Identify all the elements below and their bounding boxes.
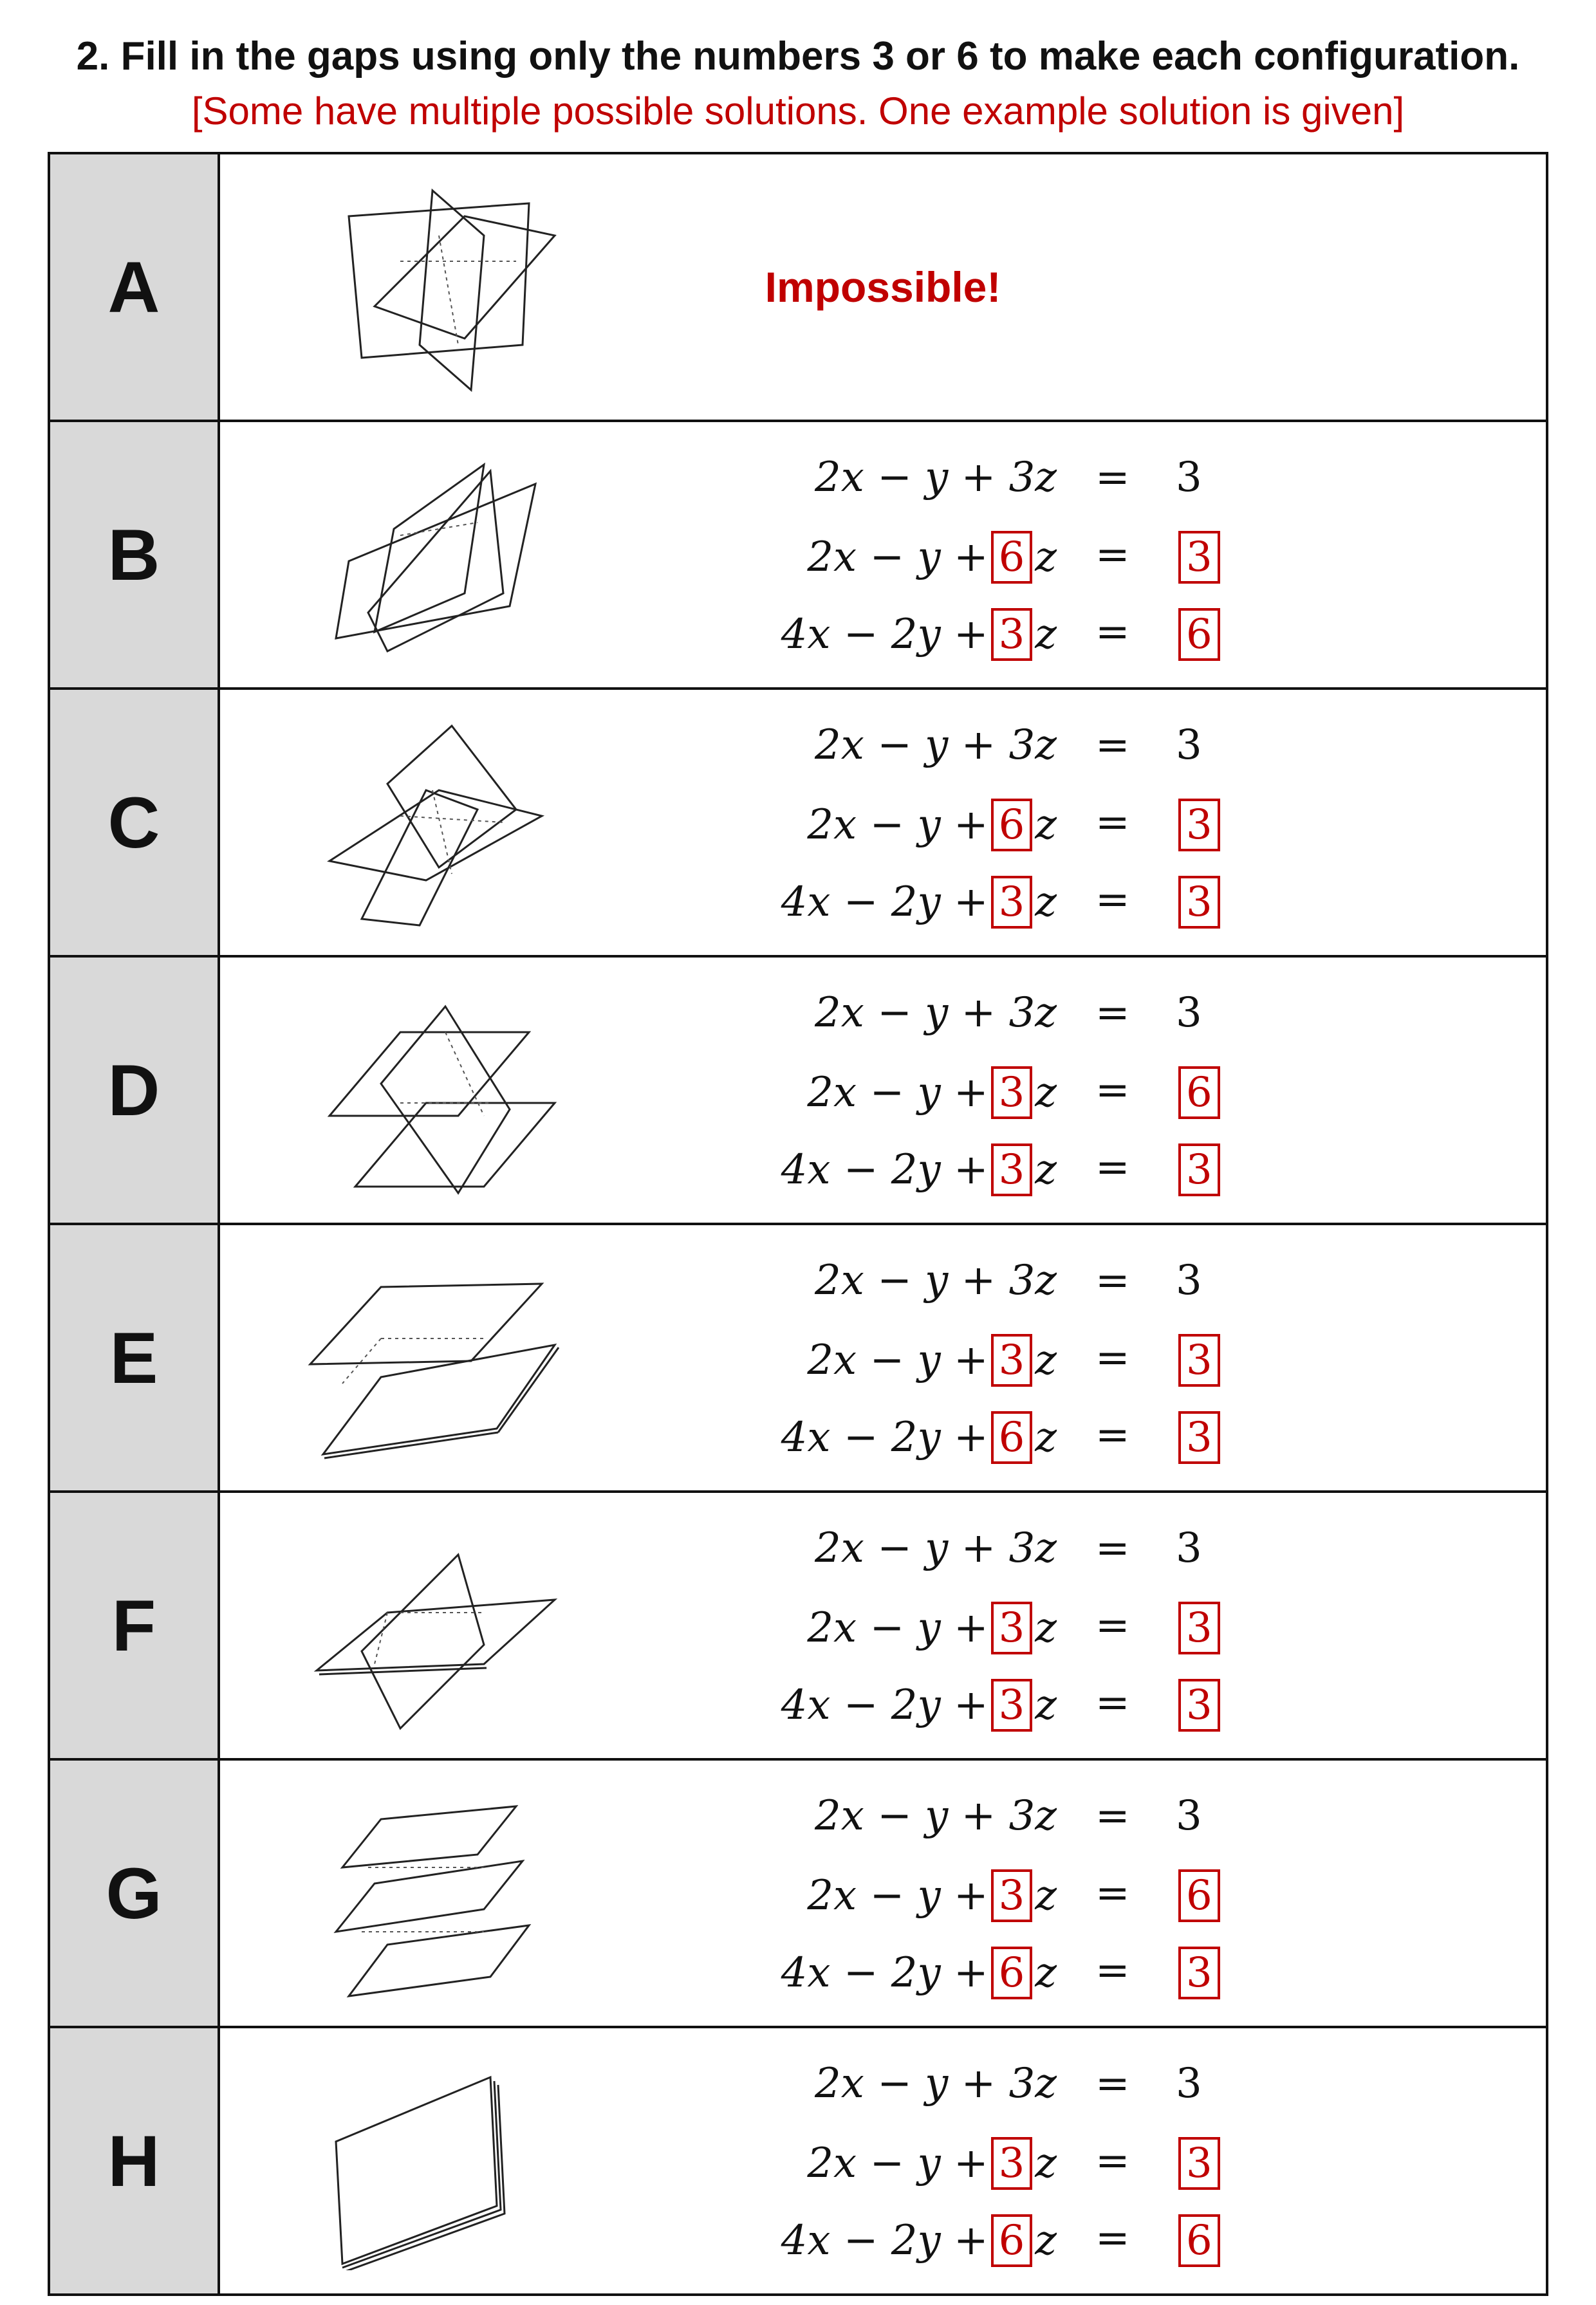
equation-3 bbox=[220, 1134, 1546, 1205]
equation-lhs-part: 4x − 2y + bbox=[781, 1146, 988, 1194]
answer-box: 6 bbox=[1178, 1869, 1220, 1922]
answer-box: 6 bbox=[1178, 608, 1220, 661]
equals-sign: = bbox=[1095, 1602, 1130, 1649]
equation-lhs-part: 4x − 2y + bbox=[781, 1414, 988, 1461]
equation-variable: z bbox=[1035, 2217, 1057, 2264]
answer-box: 6 bbox=[991, 799, 1033, 851]
equation-rhs: 3 bbox=[1176, 1524, 1202, 1572]
table-row bbox=[49, 1759, 1547, 2027]
table-row bbox=[49, 956, 1547, 1224]
row-content bbox=[219, 1492, 1547, 1759]
equals-sign: = bbox=[1095, 1143, 1130, 1191]
equation-rhs: 3 bbox=[1176, 1257, 1202, 1304]
row-letter: H bbox=[49, 2027, 219, 2295]
answer-box: 6 bbox=[1178, 2214, 1220, 2267]
equals-sign: = bbox=[1095, 721, 1130, 769]
equation-lhs-part: 2x − y + bbox=[807, 1872, 988, 1920]
answer-box: 3 bbox=[991, 1066, 1033, 1119]
equation-rhs: 3 bbox=[1176, 2060, 1202, 2107]
question-subtitle: [Some have multiple possible solutions. One example solution is given] bbox=[191, 89, 1405, 133]
equals-sign: = bbox=[1095, 608, 1130, 656]
answer-box: 6 bbox=[991, 1947, 1033, 1999]
question-title: 2. Fill in the gaps using only the numbers 3 or 6 to make each configuration. bbox=[76, 34, 1520, 79]
equation-1 bbox=[220, 712, 1546, 783]
equation-variable: z bbox=[1035, 1414, 1057, 1461]
equation-2 bbox=[220, 522, 1546, 593]
row-letter: C bbox=[49, 689, 219, 956]
equals-sign: = bbox=[1095, 454, 1130, 501]
answer-box: 3 bbox=[991, 2137, 1033, 2190]
equation-variable: z bbox=[1035, 1949, 1057, 1997]
row-content bbox=[219, 2027, 1547, 2295]
answer-box: 6 bbox=[991, 2214, 1033, 2267]
equals-sign: = bbox=[1095, 2060, 1130, 2107]
equation-variable: z bbox=[1035, 878, 1057, 926]
answer-box: 3 bbox=[1178, 531, 1220, 584]
row-letter: A bbox=[49, 153, 219, 421]
equation-2 bbox=[220, 1593, 1546, 1663]
answer-box: 3 bbox=[1178, 1602, 1220, 1654]
equals-sign: = bbox=[1095, 2137, 1130, 2185]
answer-box: 3 bbox=[991, 1143, 1033, 1196]
row-letter: D bbox=[49, 956, 219, 1224]
table-row bbox=[49, 689, 1547, 956]
row-content bbox=[219, 421, 1547, 689]
table-row bbox=[49, 1224, 1547, 1492]
equation-3 bbox=[220, 1402, 1546, 1473]
equation-lhs-part: 4x − 2y + bbox=[781, 1681, 988, 1729]
equation-lhs-part: 2x − y + bbox=[807, 1069, 988, 1116]
row-content bbox=[219, 956, 1547, 1224]
equation-1 bbox=[220, 1248, 1546, 1319]
equals-sign: = bbox=[1095, 1869, 1130, 1917]
equation-3 bbox=[220, 1670, 1546, 1741]
equation-2 bbox=[220, 1325, 1546, 1396]
equation-lhs-part: 2x − y + bbox=[807, 1604, 988, 1652]
equation-lhs-part: 4x − 2y + bbox=[781, 611, 988, 658]
equation-variable: z bbox=[1035, 1872, 1057, 1920]
equation-variable: z bbox=[1035, 1337, 1057, 1384]
row-content bbox=[219, 153, 1547, 421]
equation-1 bbox=[220, 2051, 1546, 2122]
table-row bbox=[49, 153, 1547, 421]
row-letter: E bbox=[49, 1224, 219, 1492]
equation-1 bbox=[220, 1515, 1546, 1586]
answer-box: 3 bbox=[1178, 1947, 1220, 1999]
row-letter: F bbox=[49, 1492, 219, 1759]
equation-variable: z bbox=[1035, 1604, 1057, 1652]
answer-box: 3 bbox=[1178, 876, 1220, 929]
equation-lhs: 2x − y + 3z bbox=[814, 1524, 1057, 1572]
equation-3 bbox=[220, 1938, 1546, 2008]
equals-sign: = bbox=[1095, 876, 1130, 923]
equation-lhs-part: 2x − y + bbox=[807, 2140, 988, 2187]
row-content bbox=[219, 1759, 1547, 2027]
equals-sign: = bbox=[1095, 1679, 1130, 1726]
equation-lhs-part: 4x − 2y + bbox=[781, 2217, 988, 2264]
equation-lhs: 2x − y + 3z bbox=[814, 989, 1057, 1037]
table-row bbox=[49, 2027, 1547, 2295]
equals-sign: = bbox=[1095, 1792, 1130, 1840]
answer-box: 3 bbox=[1178, 1411, 1220, 1464]
table-row bbox=[49, 421, 1547, 689]
equation-rhs: 3 bbox=[1176, 454, 1202, 501]
equation-variable: z bbox=[1035, 1146, 1057, 1194]
equation-2 bbox=[220, 2128, 1546, 2199]
equation-3 bbox=[220, 867, 1546, 938]
answer-box: 6 bbox=[991, 531, 1033, 584]
row-content bbox=[219, 689, 1547, 956]
answer-box: 3 bbox=[1178, 1679, 1220, 1732]
equals-sign: = bbox=[1095, 1524, 1130, 1572]
answer-box: 3 bbox=[991, 1679, 1033, 1732]
equation-lhs: 2x − y + 3z bbox=[814, 1792, 1057, 1840]
equation-lhs-part: 2x − y + bbox=[807, 801, 988, 849]
equals-sign: = bbox=[1095, 1947, 1130, 1994]
answer-box: 6 bbox=[991, 1411, 1033, 1464]
equation-2 bbox=[220, 790, 1546, 860]
equation-lhs-part: 2x − y + bbox=[807, 533, 988, 581]
equation-1 bbox=[220, 980, 1546, 1051]
answer-box: 3 bbox=[991, 1334, 1033, 1387]
answer-box: 3 bbox=[991, 876, 1033, 929]
answer-box: 3 bbox=[991, 1869, 1033, 1922]
equals-sign: = bbox=[1095, 2214, 1130, 2262]
equation-rhs: 3 bbox=[1176, 1792, 1202, 1840]
equation-2 bbox=[220, 1860, 1546, 1931]
answer-box: 3 bbox=[1178, 2137, 1220, 2190]
equals-sign: = bbox=[1095, 531, 1130, 579]
equals-sign: = bbox=[1095, 1334, 1130, 1382]
equation-3 bbox=[220, 599, 1546, 670]
equals-sign: = bbox=[1095, 1257, 1130, 1304]
table-row bbox=[49, 1492, 1547, 1759]
equation-variable: z bbox=[1035, 801, 1057, 849]
equation-1 bbox=[220, 445, 1546, 515]
equation-variable: z bbox=[1035, 1681, 1057, 1729]
equation-lhs-part: 2x − y + bbox=[807, 1337, 988, 1384]
equation-rhs: 3 bbox=[1176, 721, 1202, 769]
equation-rhs: 3 bbox=[1176, 989, 1202, 1037]
equals-sign: = bbox=[1095, 1066, 1130, 1114]
row-letter: B bbox=[49, 421, 219, 689]
answer-box: 3 bbox=[1178, 799, 1220, 851]
answer-box: 6 bbox=[1178, 1066, 1220, 1119]
answer-box: 3 bbox=[991, 608, 1033, 661]
equation-variable: z bbox=[1035, 611, 1057, 658]
equation-2 bbox=[220, 1057, 1546, 1128]
equation-lhs: 2x − y + 3z bbox=[814, 721, 1057, 769]
equation-variable: z bbox=[1035, 533, 1057, 581]
equation-variable: z bbox=[1035, 1069, 1057, 1116]
equation-1 bbox=[220, 1783, 1546, 1854]
equation-lhs-part: 4x − 2y + bbox=[781, 878, 988, 926]
configurations-table bbox=[48, 152, 1548, 2296]
impossible-label: Impossible! bbox=[765, 263, 1001, 311]
equals-sign: = bbox=[1095, 799, 1130, 846]
answer-box: 3 bbox=[1178, 1143, 1220, 1196]
equals-sign: = bbox=[1095, 1411, 1130, 1459]
answer-box: 3 bbox=[991, 1602, 1033, 1654]
equation-lhs: 2x − y + 3z bbox=[814, 454, 1057, 501]
answer-box: 3 bbox=[1178, 1334, 1220, 1387]
equation-variable: z bbox=[1035, 2140, 1057, 2187]
equation-lhs: 2x − y + 3z bbox=[814, 2060, 1057, 2107]
row-letter: G bbox=[49, 1759, 219, 2027]
row-content bbox=[219, 1224, 1547, 1492]
equation-3 bbox=[220, 2205, 1546, 2276]
equation-lhs-part: 4x − 2y + bbox=[781, 1949, 988, 1997]
equation-lhs: 2x − y + 3z bbox=[814, 1257, 1057, 1304]
equals-sign: = bbox=[1095, 989, 1130, 1037]
